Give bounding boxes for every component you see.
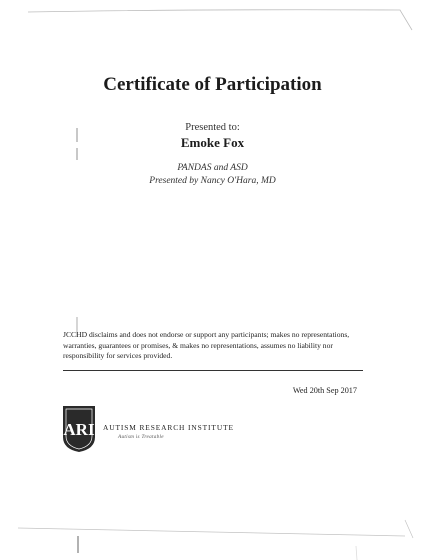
certificate-title: Certificate of Participation [103,74,322,95]
organization-tagline: Autism is Treatable [118,434,164,440]
course-title: PANDAS and ASD [177,163,248,173]
organization-name: AUTISM RESEARCH INSTITUTE [103,423,234,432]
ari-shield-logo-icon [62,405,96,453]
logo-letters: ARI [63,420,95,439]
presented-to-label: Presented to: [185,122,240,133]
recipient-name: Emoke Fox [180,135,245,150]
presenter-line: Presented by Nancy O'Hara, MD [149,176,276,186]
divider-line [63,370,363,371]
disclaimer-text: JCCHD disclaims and does not endorse or support any participants; makes no representations, warranties, guarantees or promises, & makes no representations, assumes no liability nor responsibility for services provided. [63,330,350,361]
course-info [0,162,425,188]
issue-date: Wed 20th Sep 2017 [292,386,357,395]
